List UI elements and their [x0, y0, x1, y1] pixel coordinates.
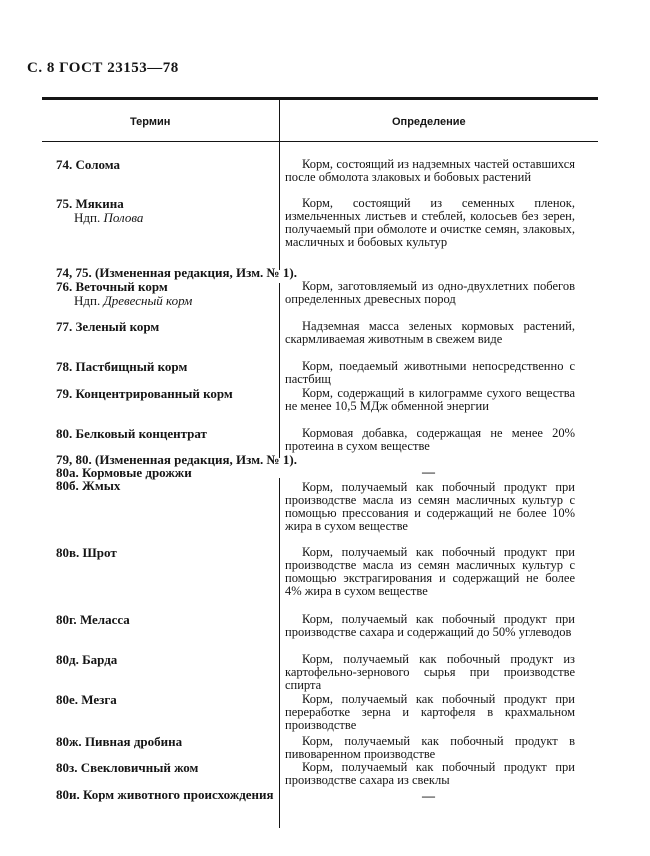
- definition-80: Кормовая добавка, содержащая не менее 20% протеина в сухом веществе: [285, 426, 575, 453]
- definition-77: Надземная масса зеленых кормовых растений, скармливаемая животным в свежем виде: [285, 319, 575, 346]
- term-80g: 80г. Меласса: [56, 612, 130, 627]
- term-79: 79. Концентрированный корм: [56, 386, 233, 401]
- term-80e: 80е. Мезга: [56, 692, 117, 707]
- definition-80zh: Корм, получаемый как побочный продукт в пивоваренном производстве: [285, 734, 575, 761]
- term-80d: 80д. Барда: [56, 652, 118, 667]
- definition-74: Корм, состоящий из надземных частей оставшихся после обмолота злаковых и бобовых растений: [285, 157, 575, 184]
- definition-80i-dash: —: [422, 788, 435, 803]
- definition-80a-dash: —: [422, 464, 435, 479]
- definition-80d: Корм, получаемый как побочный продукт из картофельно-зернового сырья при производстве спирта: [285, 652, 575, 692]
- definition-80g: Корм, получаемый как побочный продукт при производстве сахара и содержащий до 50% углеводов: [285, 612, 575, 639]
- definition-80b: Корм, получаемый как побочный продукт при производстве масла из семян масличных культур с помощью прессования и содержащий не более 10% жира в сухом веществе: [285, 480, 575, 533]
- term-80z: 80з. Свекловичный жом: [56, 760, 199, 775]
- term-80a: 80а. Кормовые дрожжи: [56, 465, 192, 480]
- term-80v: 80в. Шрот: [56, 545, 117, 560]
- column-header-definition: Определение: [392, 116, 466, 128]
- column-divider: [279, 100, 280, 270]
- column-header-terms: Термин: [130, 116, 171, 128]
- edit-note-79-80: 79, 80. (Измененная редакция, Изм. № 1).: [56, 452, 297, 467]
- table-top-rule: [42, 97, 598, 100]
- term-75: 75. Мякина Ндп. Полова: [56, 196, 144, 225]
- term-80zh: 80ж. Пивная дробина: [56, 734, 183, 749]
- term-78: 78. Пастбищный корм: [56, 359, 188, 374]
- column-divider: [279, 283, 280, 458]
- page-header: С. 8 ГОСТ 23153—78: [27, 60, 179, 76]
- term-80: 80. Белковый концентрат: [56, 426, 207, 441]
- term-77: 77. Зеленый корм: [56, 319, 160, 334]
- term-74: 74. Солома: [56, 157, 121, 172]
- definition-80e: Корм, получаемый как побочный продукт при переработке зерна и картофеля в крахмальном производстве: [285, 692, 575, 732]
- definition-76: Корм, заготовляемый из одно-двухлетних побегов определенных древесных пород: [285, 279, 575, 306]
- table-header-rule: [42, 141, 598, 142]
- term-80i: 80и. Корм животного происхождения: [56, 787, 274, 802]
- column-divider: [279, 478, 280, 828]
- definition-78: Корм, поедаемый животными непосредственно с пастбищ: [285, 359, 575, 386]
- definition-80v: Корм, получаемый как побочный продукт при производстве масла из семян масличных культур с помощью экстрагирования и содержащий не более 4% жира в сухом веществе: [285, 545, 575, 598]
- definition-80z: Корм, получаемый как побочный продукт при производстве сахара из свеклы: [285, 760, 575, 787]
- term-76: 76. Веточный корм Ндп. Древесный корм: [56, 279, 193, 308]
- term-80b: 80б. Жмых: [56, 478, 121, 493]
- edit-note-74-75: 74, 75. (Измененная редакция, Изм. № 1).: [56, 265, 297, 280]
- definition-79: Корм, содержащий в килограмме сухого вещества не менее 10,5 МДж обменной энергии: [285, 386, 575, 413]
- definition-75: Корм, состоящий из семенных пленок, измельченных листьев и стеблей, колосьев без зерен, получаемый при обмолоте и очистке семян, злаковых, масличных и бобовых культур: [285, 196, 575, 249]
